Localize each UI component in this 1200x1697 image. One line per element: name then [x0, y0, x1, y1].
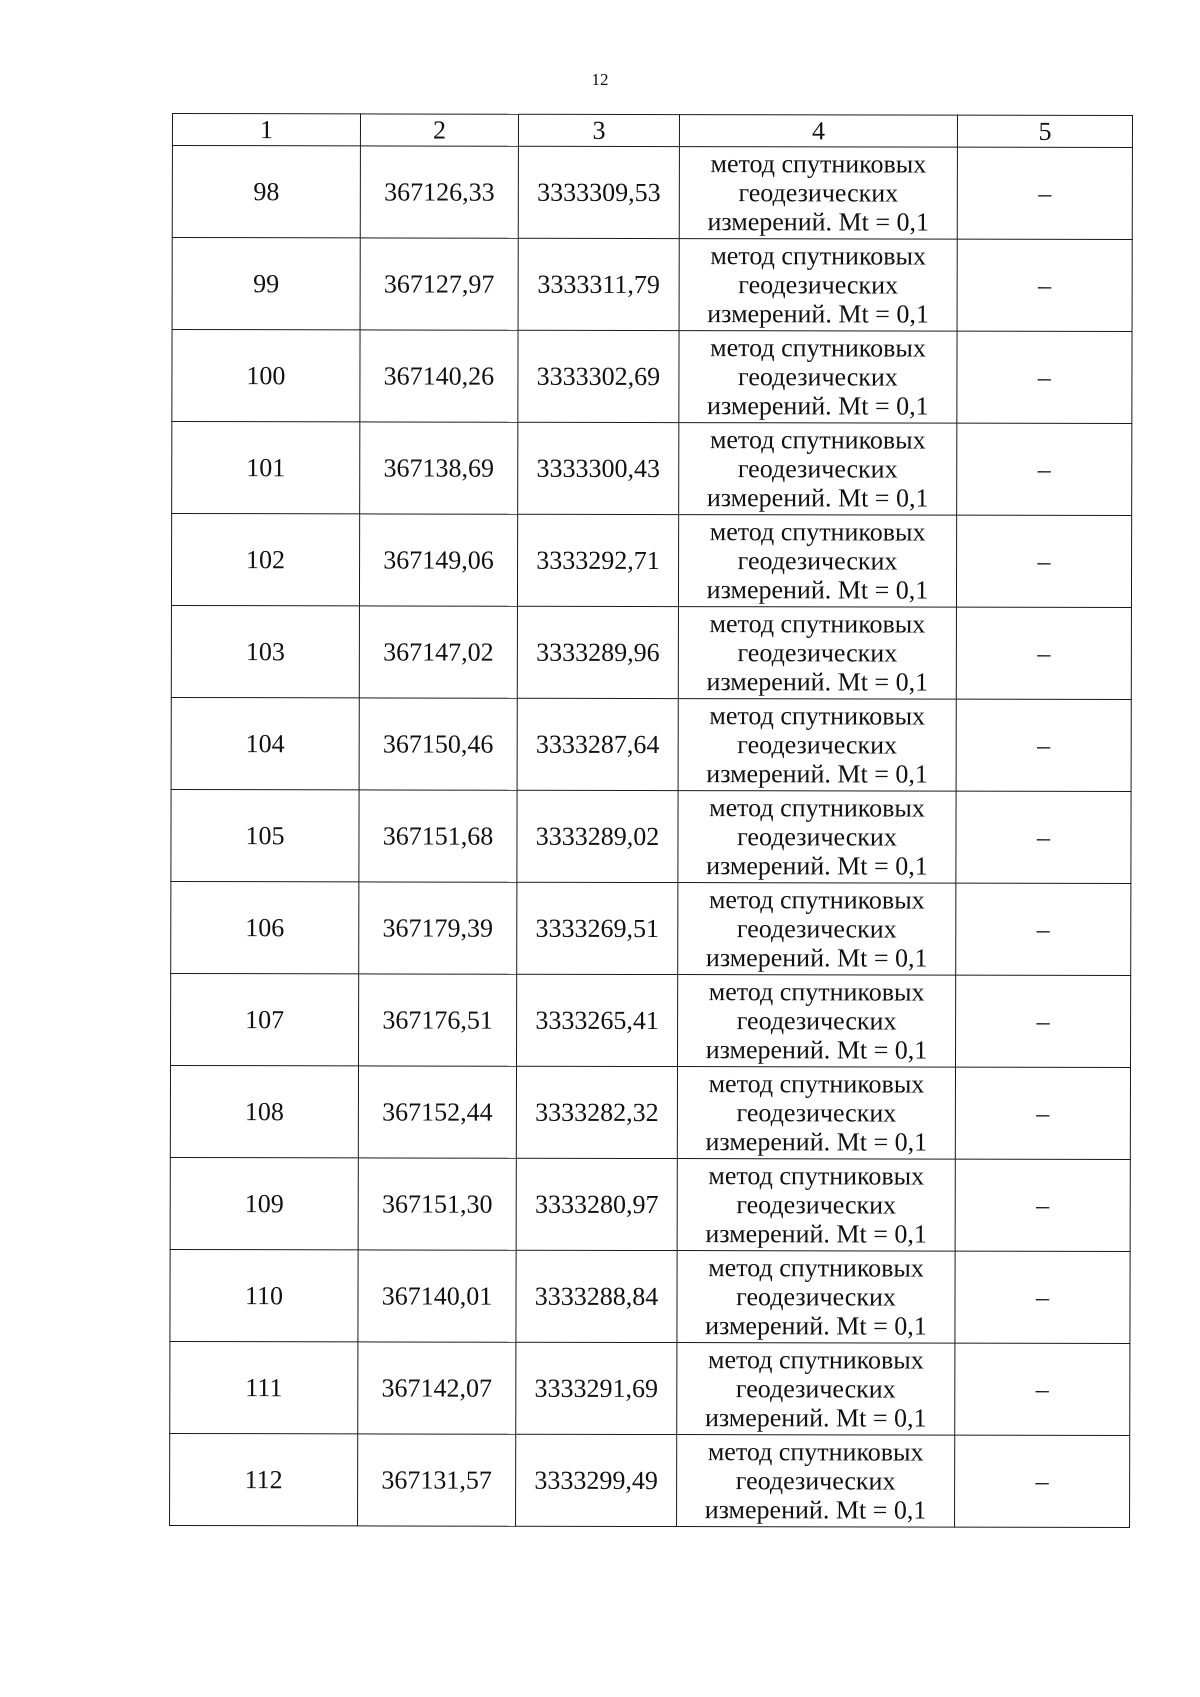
coordinate-y: 3333299,49 [516, 1434, 677, 1526]
point-number: 110 [170, 1249, 358, 1341]
column-header-3: 3 [518, 114, 679, 146]
coordinate-y: 3333309,53 [518, 146, 679, 238]
table-row [170, 1249, 1130, 1343]
coordinate-x: 367176,51 [359, 974, 517, 1066]
note-dash: – [956, 883, 1131, 975]
point-number: 103 [171, 605, 359, 697]
coordinate-y: 3333289,96 [517, 606, 678, 698]
table-row [172, 238, 1132, 332]
method-cell [678, 791, 956, 884]
method-line: метод спутниковых [710, 241, 927, 271]
method-cell [677, 1067, 955, 1160]
table-row [170, 1433, 1130, 1527]
coordinate-x: 367147,02 [359, 606, 517, 698]
coordinates-table [169, 113, 1133, 1528]
coordinate-x: 367149,06 [359, 514, 517, 606]
coordinate-y: 3333291,69 [516, 1342, 677, 1434]
table-row [171, 973, 1131, 1067]
table-row [171, 881, 1131, 975]
note-dash: – [955, 1343, 1130, 1435]
method-line: измерений. Mt = 0,1 [705, 943, 928, 973]
coordinate-x: 367126,33 [360, 146, 518, 238]
method-cell [678, 607, 956, 700]
method-line: измерений. Mt = 0,1 [704, 1495, 927, 1525]
method-line: метод спутниковых [707, 1437, 924, 1467]
point-number: 111 [170, 1341, 358, 1433]
table-row [171, 789, 1131, 883]
table-row [172, 146, 1132, 240]
point-number: 98 [172, 146, 360, 238]
method-line: измерений. Mt = 0,1 [707, 207, 930, 237]
method-line: метод спутниковых [710, 333, 926, 363]
point-number: 108 [170, 1065, 358, 1157]
method-line: измерений. Mt = 0,1 [707, 299, 929, 329]
table-row [170, 1065, 1130, 1159]
coordinate-x: 367131,57 [358, 1434, 516, 1526]
point-number: 112 [170, 1433, 358, 1525]
method-line: геодезических [736, 1190, 897, 1220]
point-number: 101 [172, 422, 360, 514]
method-line: метод спутниковых [708, 1161, 925, 1191]
method-line: измерений. Mt = 0,1 [706, 851, 928, 881]
table-row [172, 330, 1132, 424]
coordinate-x: 367140,26 [360, 330, 518, 422]
method-line: измерений. Mt = 0,1 [704, 1403, 927, 1433]
coordinate-y: 3333269,51 [517, 882, 678, 974]
column-header-5: 5 [957, 115, 1132, 147]
table-row [171, 605, 1131, 699]
coordinate-y: 3333311,79 [518, 238, 679, 330]
method-cell [679, 147, 957, 240]
coordinate-x: 367140,01 [358, 1250, 516, 1342]
method-line: геодезических [738, 178, 899, 208]
note-dash: – [955, 1435, 1130, 1527]
table-row [170, 1341, 1130, 1435]
coordinate-x: 367151,68 [359, 790, 517, 882]
method-line: измерений. Mt = 0,1 [705, 1219, 927, 1249]
note-dash: – [956, 515, 1131, 607]
method-cell [677, 1251, 955, 1344]
header-row [172, 114, 1132, 148]
method-cell [677, 1435, 955, 1528]
method-line: метод спутниковых [708, 1253, 924, 1283]
page-number: 12 [591, 70, 609, 89]
table-body [170, 146, 1133, 1528]
coordinate-y: 3333287,64 [517, 698, 678, 790]
coordinate-y: 3333265,41 [517, 974, 678, 1066]
method-line: геодезических [735, 1374, 896, 1404]
table-row [171, 514, 1131, 608]
coordinate-x: 367151,30 [358, 1158, 516, 1250]
method-cell [678, 975, 956, 1068]
point-number: 107 [171, 973, 359, 1065]
method-line: метод спутниковых [709, 609, 926, 639]
note-dash: – [956, 607, 1131, 699]
coordinate-x: 367142,07 [358, 1342, 516, 1434]
note-dash: – [957, 239, 1132, 331]
method-line: геодезических [737, 730, 898, 760]
method-line: измерений. Mt = 0,1 [705, 1127, 928, 1157]
point-number: 99 [172, 238, 360, 330]
method-line: геодезических [738, 362, 898, 392]
method-line: геодезических [736, 1006, 897, 1036]
method-cell [678, 883, 956, 976]
table-row [172, 422, 1132, 516]
method-line: метод спутниковых [708, 977, 925, 1007]
coordinate-x: 367127,97 [360, 238, 518, 330]
method-line: метод спутниковых [708, 1345, 924, 1375]
method-cell [678, 515, 956, 608]
coordinate-y: 3333292,71 [517, 514, 678, 606]
column-header-2: 2 [360, 114, 518, 146]
point-number: 105 [171, 789, 359, 881]
column-header-4: 4 [679, 115, 957, 148]
note-dash: – [956, 791, 1131, 883]
point-number: 109 [170, 1157, 358, 1249]
coordinate-y: 3333300,43 [518, 422, 679, 514]
coordinate-x: 367138,69 [360, 422, 518, 514]
method-line: геодезических [736, 1098, 897, 1128]
method-cell [678, 699, 956, 792]
method-line: измерений. Mt = 0,1 [706, 575, 929, 605]
method-line: метод спутниковых [709, 517, 926, 547]
note-dash: – [955, 1159, 1130, 1251]
method-line: метод спутниковых [709, 701, 926, 731]
table-row [170, 1157, 1130, 1251]
note-dash: – [955, 1067, 1130, 1159]
note-dash: – [957, 147, 1132, 239]
coordinate-y: 3333288,84 [516, 1250, 677, 1342]
method-line: метод спутниковых [708, 885, 925, 915]
point-number: 104 [171, 697, 359, 789]
coordinate-x: 367179,39 [359, 882, 517, 974]
note-dash: – [955, 1251, 1130, 1343]
method-cell [679, 331, 957, 424]
table-header [172, 114, 1132, 148]
method-line: геодезических [737, 638, 898, 668]
method-cell [677, 1159, 955, 1252]
method-line: измерений. Mt = 0,1 [705, 1311, 927, 1341]
method-line: измерений. Mt = 0,1 [705, 1035, 928, 1065]
method-line: метод спутниковых [709, 425, 926, 455]
coordinate-y: 3333282,32 [516, 1066, 677, 1158]
method-line: геодезических [736, 1282, 896, 1312]
note-dash: – [957, 423, 1132, 515]
method-line: геодезических [735, 1466, 896, 1496]
coordinate-y: 3333280,97 [516, 1158, 677, 1250]
method-line: геодезических [736, 914, 897, 944]
coordinate-x: 367152,44 [358, 1066, 516, 1158]
method-line: измерений. Mt = 0,1 [707, 391, 929, 421]
method-line: метод спутниковых [708, 1069, 925, 1099]
coordinate-y: 3333289,02 [517, 790, 678, 882]
point-number: 106 [171, 881, 359, 973]
method-line: метод спутниковых [709, 793, 925, 823]
method-line: измерений. Mt = 0,1 [706, 667, 929, 697]
method-line: метод спутниковых [710, 149, 927, 179]
method-line: геодезических [738, 270, 899, 300]
method-cell [679, 239, 957, 332]
coordinate-x: 367150,46 [359, 698, 517, 790]
method-line: измерений. Mt = 0,1 [706, 483, 929, 513]
method-line: геодезических [737, 454, 898, 484]
method-cell [679, 423, 957, 516]
method-line: измерений. Mt = 0,1 [706, 759, 928, 789]
note-dash: – [956, 699, 1131, 791]
coordinate-y: 3333302,69 [518, 330, 679, 422]
method-line: геодезических [737, 546, 898, 576]
point-number: 100 [172, 330, 360, 422]
method-line: геодезических [737, 822, 897, 852]
point-number: 102 [171, 514, 359, 606]
note-dash: – [957, 331, 1132, 423]
column-header-1: 1 [172, 114, 360, 146]
method-cell [677, 1343, 955, 1436]
note-dash: – [956, 975, 1131, 1067]
table-row [171, 697, 1131, 791]
